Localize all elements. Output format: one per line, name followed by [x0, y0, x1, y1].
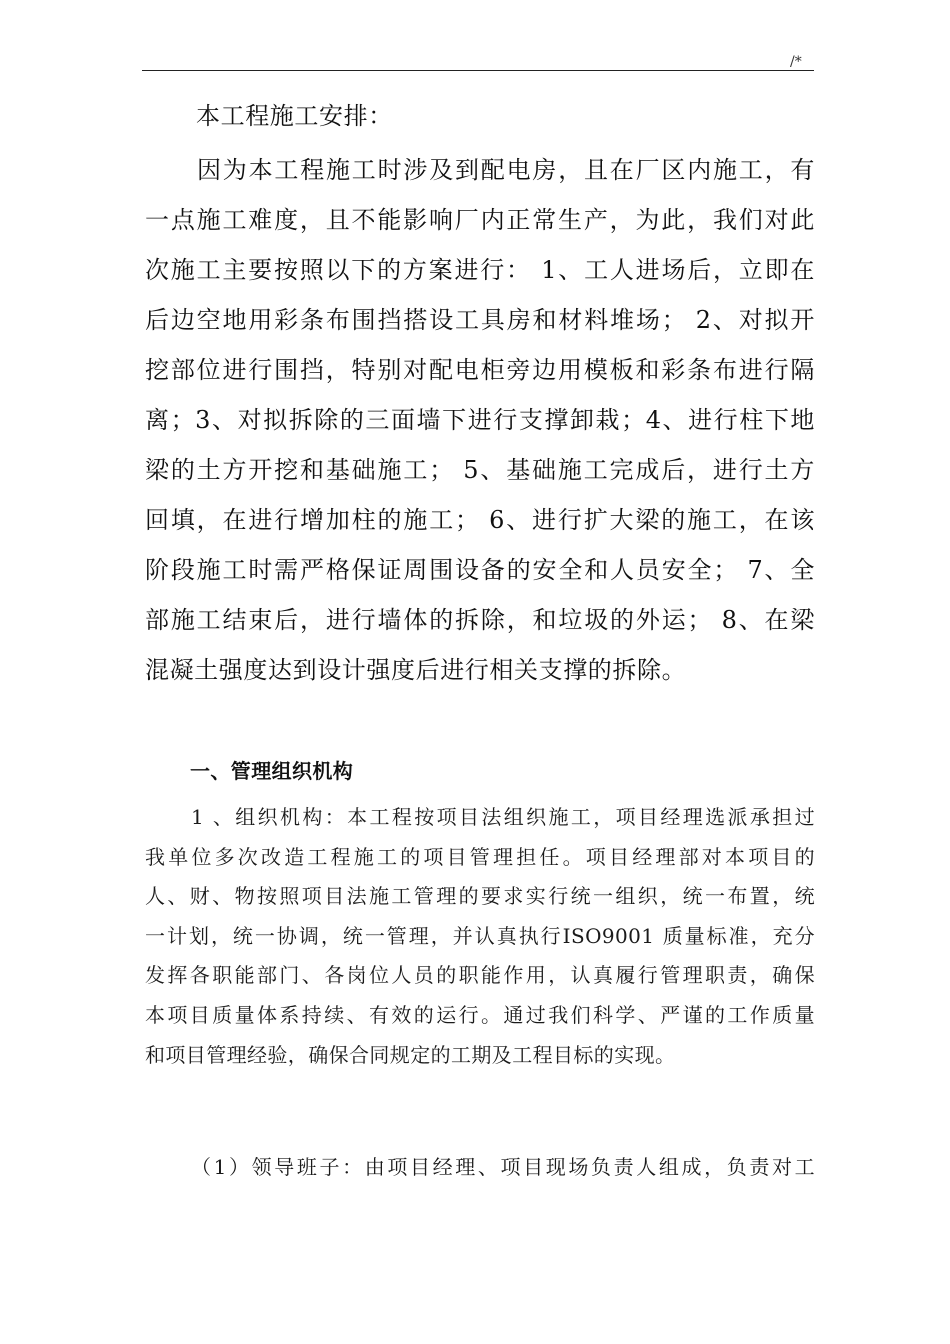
paragraph-construction-plan — [145, 145, 815, 695]
paragraph-line: 因为本工程施工时涉及到配电房，且在厂区内施工，有 — [197, 156, 815, 184]
section-heading: 一、管理组织机构 — [190, 759, 354, 783]
paragraph-line: 和项目管理经验，确保合同规定的工期及工程目标的实现。 — [145, 1042, 676, 1067]
header-mark: /* — [790, 54, 802, 70]
paragraph-line: 我单位多次改造工程施工的项目管理担任。项目经理部对本项目的 — [145, 844, 815, 869]
paragraph-line: 挖部位进行围挡，特别对配电柜旁边用模板和彩条布进行隔 — [145, 356, 815, 384]
paragraph-line: 阶段施工时需严格保证周围设备的安全和人员安全； 7、全 — [145, 556, 815, 584]
paragraph-line: 回填，在进行增加柱的施工； 6、进行扩大梁的施工，在该 — [145, 506, 815, 534]
paragraph-line: 离；3、对拟拆除的三面墙下进行支撑卸栽；4、进行柱下地 — [145, 406, 815, 434]
header-rule — [142, 70, 814, 71]
paragraph-line: 一点施工难度，且不能影响厂内正常生产，为此，我们对此 — [145, 206, 815, 234]
paragraph-leadership — [145, 1148, 815, 1188]
paragraph-organization — [145, 798, 815, 1075]
paragraph-line: 混凝土强度达到设计强度后进行相关支撑的拆除。 — [145, 656, 687, 684]
paragraph-line: 梁的土方开挖和基础施工； 5、基础施工完成后，进行土方 — [145, 456, 815, 484]
paragraph-line: 本项目质量体系持续、有效的运行。通过我们科学、严谨的工作质量 — [145, 1002, 815, 1027]
paragraph-line: 人、财、物按照项目法施工管理的要求实行统一组织，统一布置，统 — [145, 884, 815, 909]
paragraph-line: 部施工结束后，进行墙体的拆除，和垃圾的外运； 8、在梁 — [145, 606, 815, 634]
paragraph-line: 发挥各职能部门、各岗位人员的职能作用，认真履行管理职责，确保 — [145, 963, 815, 988]
section-title: 本工程施工安排： — [196, 102, 393, 130]
paragraph-line: 次施工主要按照以下的方案进行： 1、工人进场后，立即在 — [145, 256, 815, 284]
paragraph-line: 一计划，统一协调，统一管理，并认真执行ISO9001 质量标准，充分 — [145, 923, 815, 948]
paragraph-line: 后边空地用彩条布围挡搭设工具房和材料堆场； 2、对拟开 — [145, 306, 815, 334]
paragraph-line: 1 、组织机构：本工程按项目法组织施工，项目经理选派承担过 — [191, 805, 815, 829]
paragraph-line: （1）领导班子：由项目经理、项目现场负责人组成，负责对工 — [191, 1155, 815, 1179]
